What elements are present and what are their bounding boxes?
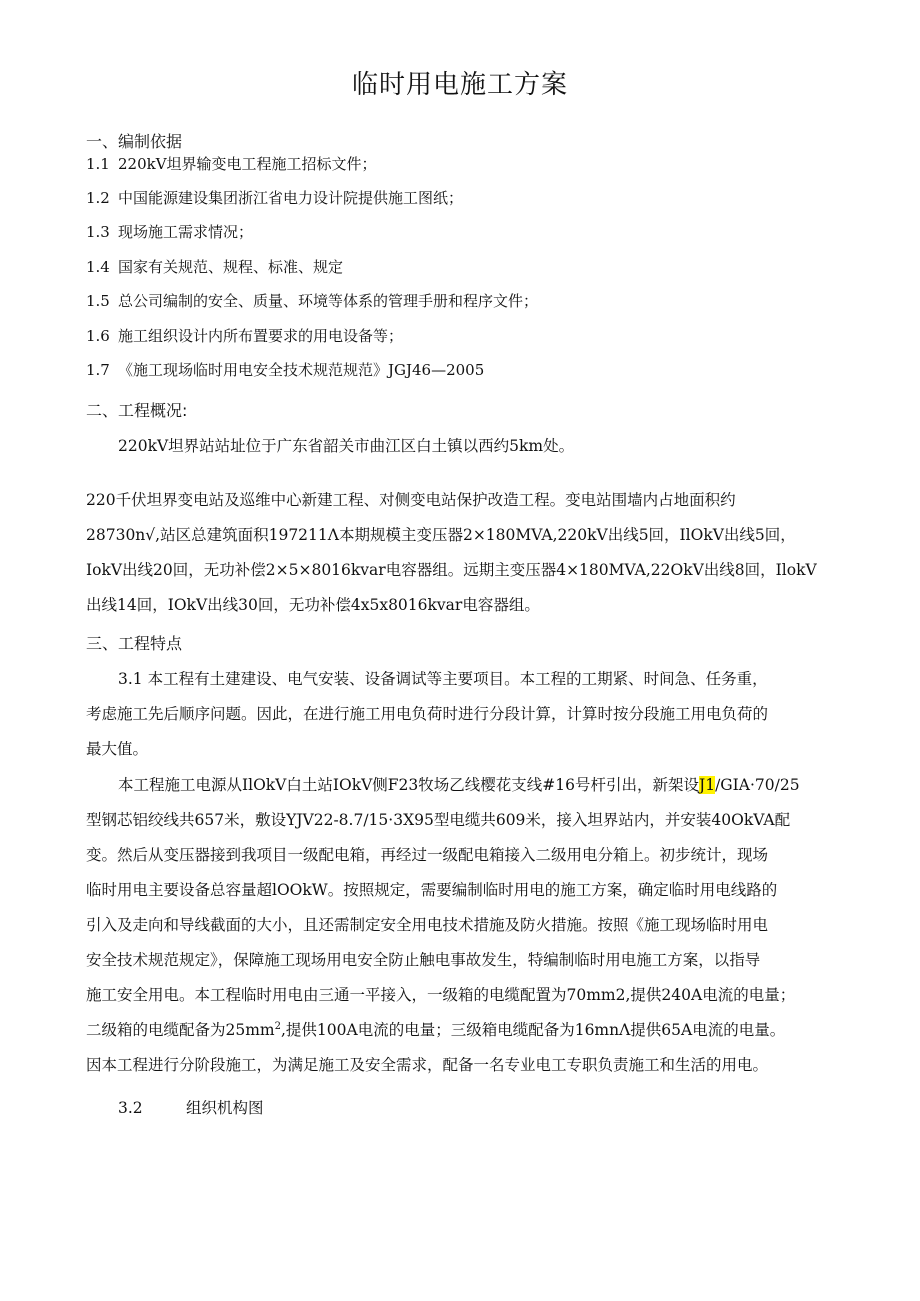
list-item-text: 施工组织设计内所布置要求的用电设备等；	[118, 327, 404, 345]
paragraph-line: IokV出线20回，无功补偿2×5×8016kvar电容器组。远期主变压器4×180MVA,22OkV出线8回，IlokV	[86, 561, 817, 579]
list-item-number: 1.5	[86, 292, 110, 310]
list-item-text: 《施工现场临时用电安全技术规范规范》JGJ46—2005	[118, 361, 485, 379]
highlighted-text: J1	[698, 776, 716, 794]
paragraph-line: 220千伏坦界变电站及巡维中心新建工程、对侧变电站保护改造工程。变电站围墙内占地面积约	[86, 491, 736, 509]
paragraph-line: 最大值。	[86, 740, 149, 758]
subsection-3-2	[118, 1096, 868, 1118]
paragraph-line: 临时用电主要设备总容量超lOOkW。按照规定，需要编制临时用电的施工方案，确定临时用电线路的	[86, 881, 778, 899]
list-item-number: 1.1	[86, 155, 110, 173]
list-item	[86, 256, 343, 277]
list-item-number: 1.6	[86, 327, 110, 345]
document-title: 临时用电施工方案	[351, 70, 568, 100]
list-item	[86, 221, 253, 242]
paragraph-line	[86, 1018, 836, 1040]
list-item-number: 1.7	[86, 361, 110, 379]
paragraph-line: 型钢芯铝绞线共657米，敷设YJV22-8.7∕15·3X95型电缆共609米，接入坦界站内，并安装40OkVA配	[86, 811, 791, 829]
subsection-title: 组织机构图	[186, 1099, 264, 1117]
section-3-heading: 三、工程特点	[86, 634, 183, 653]
paragraph-text: ,提供100A电流的电量；三级箱电缆配备为16mnΛ提供65A电流的电量。	[281, 1021, 786, 1039]
paragraph-line: 28730n√,站区总建筑面积197211Λ本期规模主变压器2×180MVA,220kV出线5回，IlOkV出线5回，	[86, 526, 796, 544]
paragraph-line: 出线14回，IOkV出线30回，无功补偿4x5x8016kvar电容器组。	[86, 596, 540, 614]
paragraph-text: 二级箱的电缆配备为25mm	[86, 1021, 275, 1039]
list-item	[86, 187, 463, 208]
list-item-text: 中国能源建设集团浙江省电力设计院提供施工图纸；	[118, 189, 464, 207]
list-item-number: 1.4	[86, 258, 110, 276]
list-item-text: 现场施工需求情况；	[118, 223, 254, 241]
paragraph-line: 引入及走向和导线截面的大小，且还需制定安全用电技术措施及防火措施。按照《施工现场临时用电	[86, 916, 769, 934]
list-item-number: 1.2	[86, 189, 110, 207]
subsection-number: 3.2	[118, 1099, 143, 1117]
paragraph-line: 因本工程进行分阶段施工，为满足施工及安全需求，配备一名专业电工专职负责施工和生活的用电。	[86, 1056, 769, 1074]
list-item-text: 国家有关规范、规程、标准、规定	[118, 258, 344, 276]
list-item	[86, 325, 403, 346]
list-item	[86, 153, 377, 174]
paragraph-line: 安全技术规范规定》，保障施工现场用电安全防止触电事故发生，特编制临时用电施工方案，以指导	[86, 951, 761, 969]
paragraph-line: 施工安全用电。本工程临时用电由三通一平接入，一级箱的电缆配置为70mm2,提供240A电流的电量；	[86, 986, 796, 1004]
list-item	[86, 359, 484, 380]
list-item	[86, 290, 538, 311]
list-item-text: 220kV坦界输变电工程施工招标文件；	[118, 155, 377, 173]
paragraph-text: 本工程施工电源从IlOkV白土站IOkV侧F23牧场乙线樱花支线#16号杆引出，新架设	[118, 776, 699, 794]
paragraph-text: ∕GIA·70∕25	[715, 776, 800, 794]
superscript: 2	[274, 1020, 281, 1032]
paragraph-line: 3.1 本工程有土建建设、电气安装、设备调试等主要项目。本工程的工期紧、时间急、任务重，	[118, 670, 768, 688]
list-item-text: 总公司编制的安全、质量、环境等体系的管理手册和程序文件；	[118, 292, 539, 310]
paragraph-line: 变。然后从变压器接到我项目一级配电箱，再经过一级配电箱接入二级用电分箱上。初步统计，现场	[86, 846, 769, 864]
paragraph-site-location: 220kV坦界站站址位于广东省韶关市曲江区白土镇以西约5km处。	[118, 437, 575, 455]
paragraph-line: 考虑施工先后顺序问题。因此，在进行施工用电负荷时进行分段计算，计算时按分段施工用电负荷的	[86, 705, 769, 723]
paragraph-line	[118, 773, 868, 795]
section-1-heading: 一、编制依据	[86, 132, 183, 151]
list-item-number: 1.3	[86, 223, 110, 241]
section-2-heading: 二、工程概况:	[86, 401, 188, 420]
